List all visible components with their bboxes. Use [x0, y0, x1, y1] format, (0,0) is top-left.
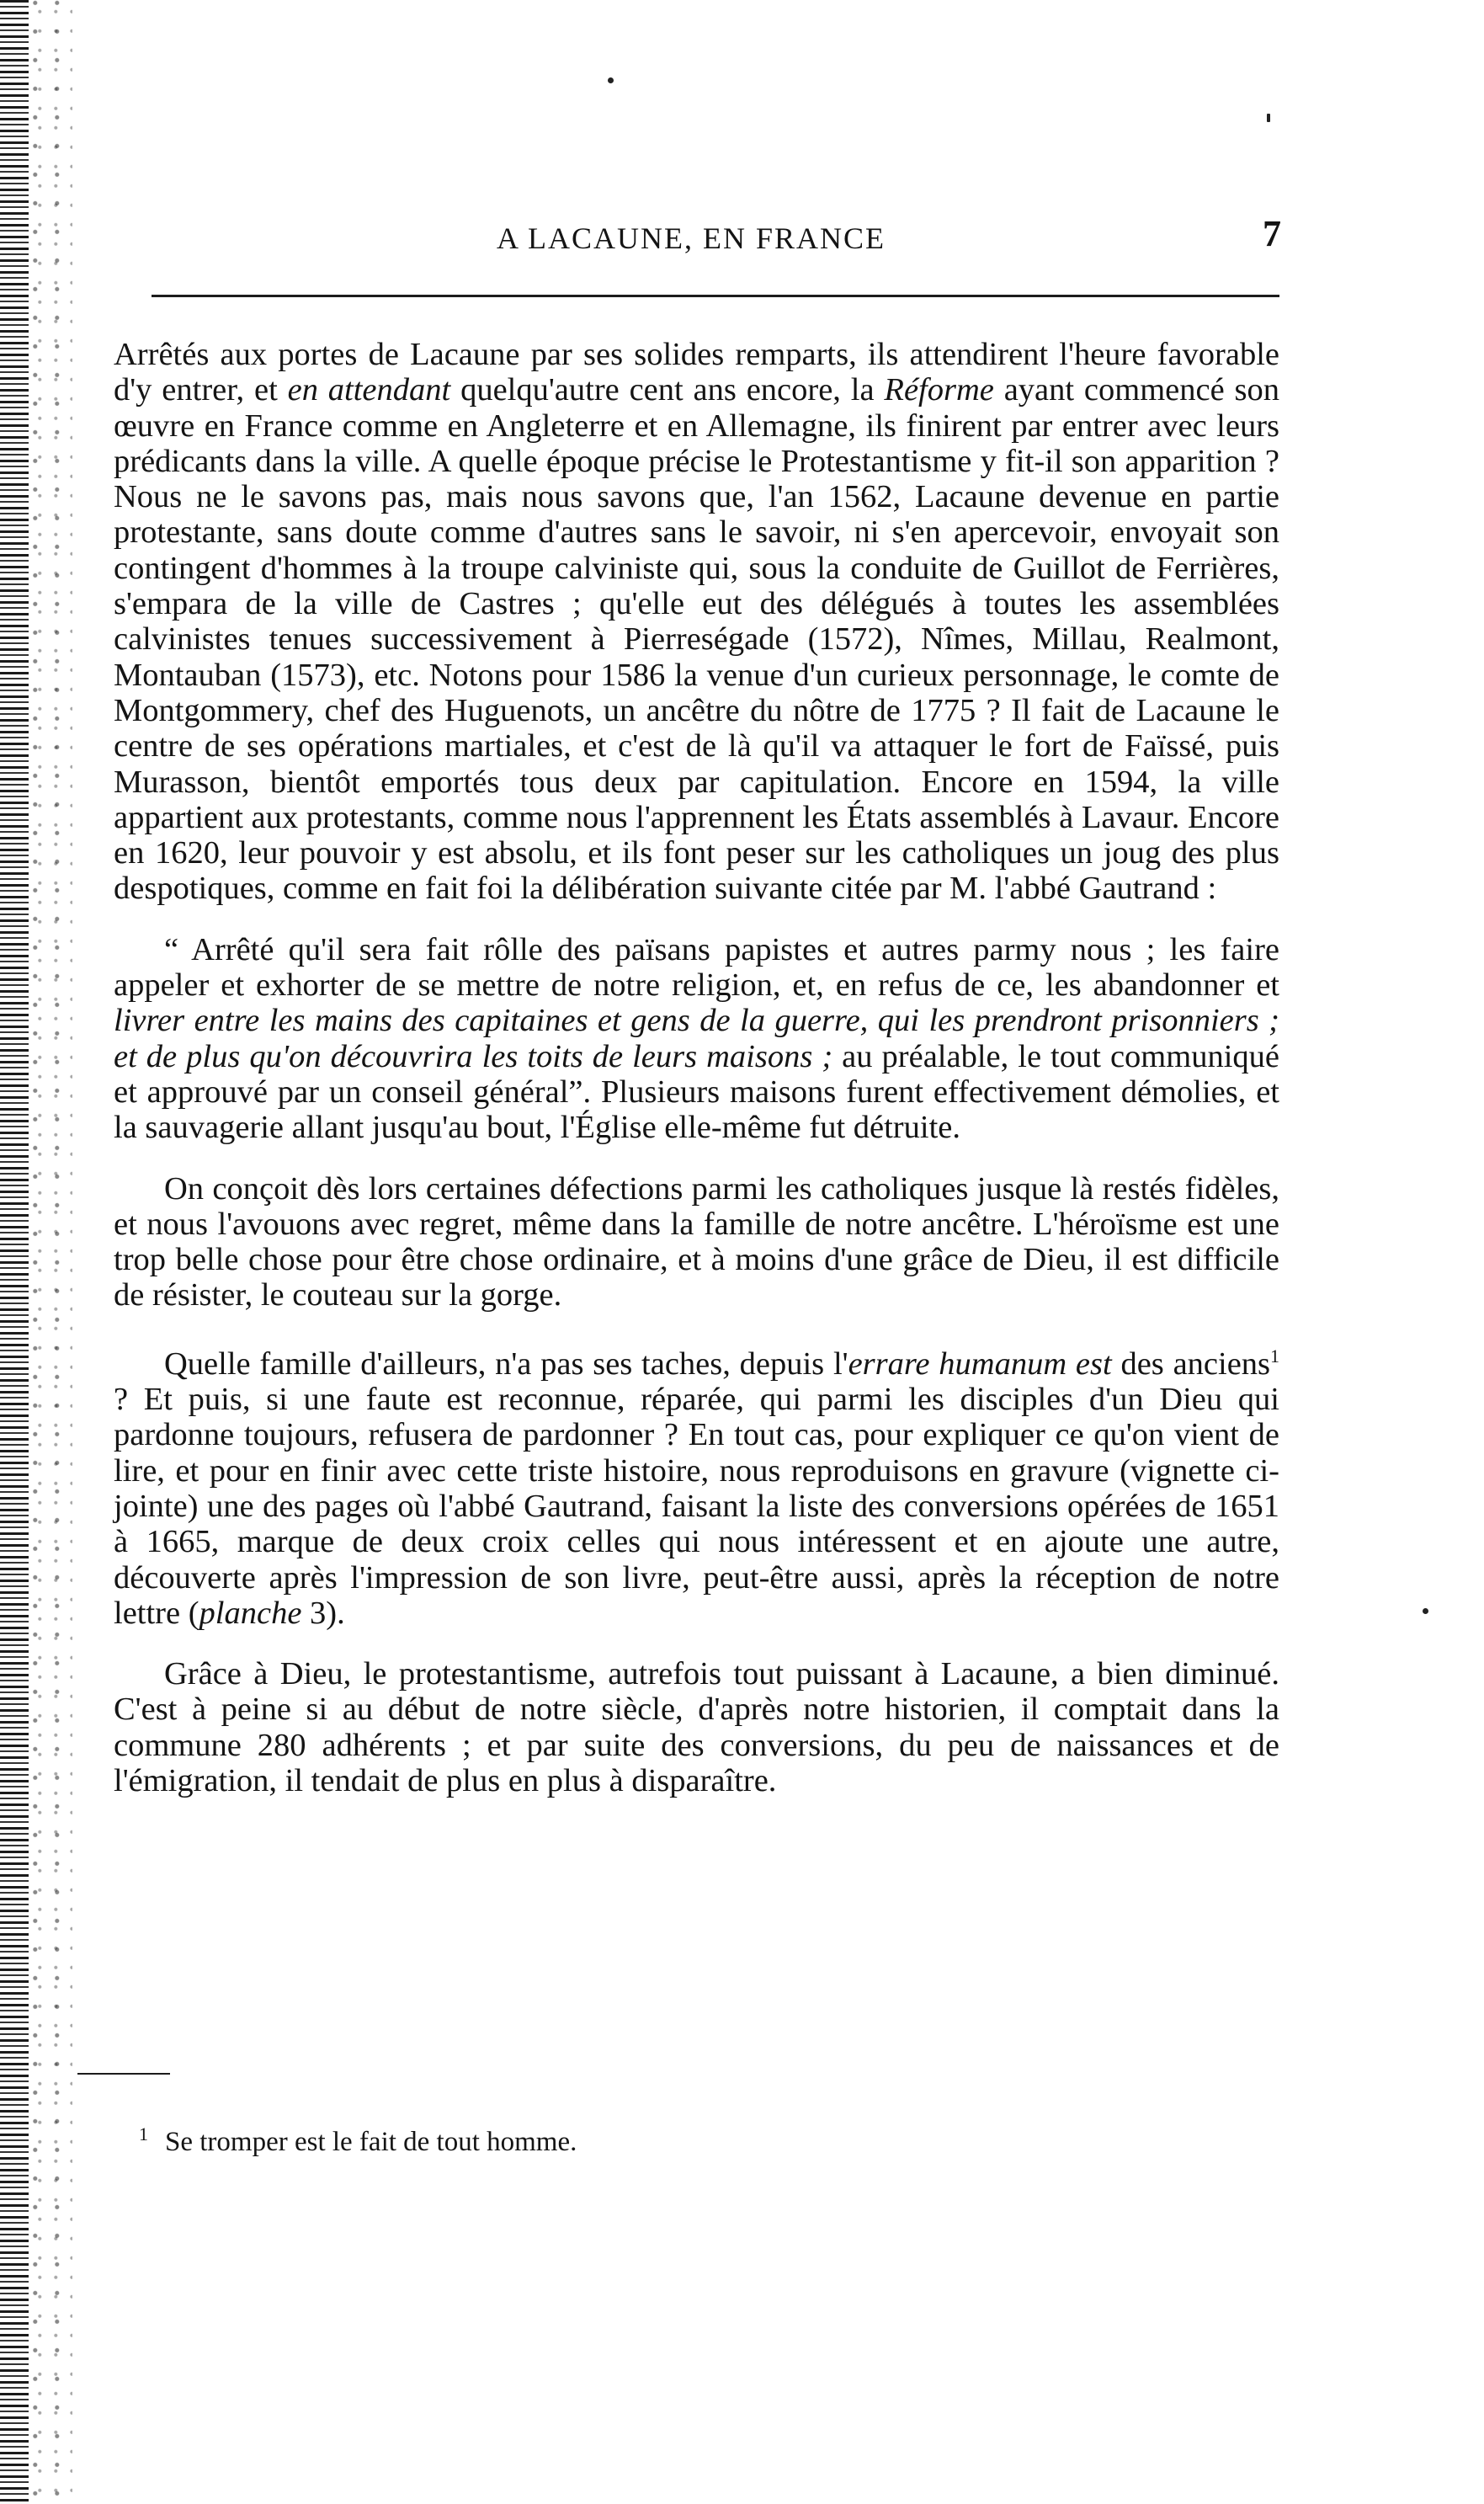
- paragraph-3: On conçoit dès lors certaines défections parmi les catholiques jusque là restés fidèles, et nous l'avouons avec regret, même dans la famille de notre ancêtre. L'héroïsme est une trop belle chose pour être chose ordinaire, et à moins d'une grâce de Dieu, il est difficile de résister, le couteau sur la gorge.: [114, 1170, 1279, 1313]
- footnote: [139, 2123, 577, 2158]
- paragraph-1: Arrêtés aux portes de Lacaune par ses solides remparts, ils attendirent l'heure favorable d'y entrer, et en attendant quelqu'autre cent ans encore, la Réforme ayant commencé son œuvre en France comme en Angleterre et en Allemagne, ils finirent par entrer avec leurs prédicants dans la ville. A quelle époque précise le Protestantisme y fit-il son apparition ? Nous ne le savons pas, mais nous savons que, l'an 1562, Lacaune devenue en partie protestante, sans doute comme d'autres sans le savoir, ni s'en apercevoir, envoyait son contingent d'hommes à la troupe calviniste qui, sous la conduite de Guillot de Ferrières, s'empara de la ville de Castres ; qu'elle eut des délégués à toutes les assemblées calvinistes tenues successivement à Pierreségade (1572), Nîmes, Millau, Realmont, Montauban (1573), etc. Notons pour 1586 la venue d'un curieux personnage, le comte de Montgommery, chef des Huguenots, un ancêtre du nôtre de 1775 ? Il fait de Lacaune le centre de ses opérations martiales, et c'est de là qu'il va attaquer le fort de Faïssé, puis Murasson, bientôt emportés tous deux par capitulation. Encore en 1594, la ville appartient aux protestants, comme nous l'apprennent les États assemblés à Lavaur. Encore en 1620, leur pouvoir y est absolu, et ils font peser sur les catholiques un joug des plus despotiques, comme en fait foi la délibération suivante citée par M. l'abbé Gautrand :: [114, 337, 1280, 907]
- body-text: [114, 337, 1279, 1798]
- paragraph-5: Grâce à Dieu, le protestantisme, autrefois tout puissant à Lacaune, a bien diminué. C'est à peine si au début de notre siècle, d'après notre historien, il comptait dans la commune 280 adhérents ; et par suite des conversions, du peu de naissances et de l'émigration, il tendait de plus en plus à disparaître.: [114, 1656, 1279, 1798]
- footnote-rule: [77, 2073, 170, 2075]
- page-binding-shadow: [29, 0, 72, 2504]
- scan-speck: [1423, 1608, 1428, 1614]
- scan-speck: [1267, 114, 1270, 122]
- scan-speck: [608, 77, 614, 83]
- footnote-marker: 1: [139, 2123, 148, 2144]
- header-rule: [152, 295, 1279, 297]
- paragraph-quotation: “ Arrêté qu'il sera fait rôlle des païsans papistes et autres parmy nous ; les faire appeler et exhorter de se mettre de notre religion, et, en refus de ce, les abandonner et livrer entre les mains des capitaines et gens de la guerre, qui les prendront prisonniers ; et de plus qu'on découvrira les toits de leurs maisons ; au préalable, le tout communiqué et approuvé par un conseil général”. Plusieurs maisons furent effectivement démolies, et la sauvagerie allant jusqu'au bout, l'Église elle-même fut détruite.: [114, 931, 1279, 1146]
- page-binding-edge: [0, 0, 29, 2504]
- running-title: A LACAUNE, EN FRANCE: [497, 221, 886, 255]
- paragraph-4: Quelle famille d'ailleurs, n'a pas ses taches, depuis l'errare humanum est des anciens$^1$ ? Et puis, si une faute est reconnue, réparée, qui parmi les disciples d'un Dieu qui pardonne toujours, refusera de pardonner ? En tout cas, pour expliquer ce qu'on vient de lire, et pour en finir avec cette triste histoire, nous reproduisons en gravure (vignette ci-jointe) une des pages où l'abbé Gautrand, faisant la liste des conversions opérées de 1651 à 1665, marque de deux croix celles qui nous intéressent et en ajoute une autre, découverte après l'impression de son livre, peut-être aussi, après la réception de notre lettre (planche 3).: [114, 1345, 1280, 1631]
- page-number: 7: [1263, 213, 1281, 254]
- footnote-text: Se tromper est le fait de tout homme.: [165, 2127, 577, 2157]
- footnote-reference: 1: [1270, 1345, 1280, 1367]
